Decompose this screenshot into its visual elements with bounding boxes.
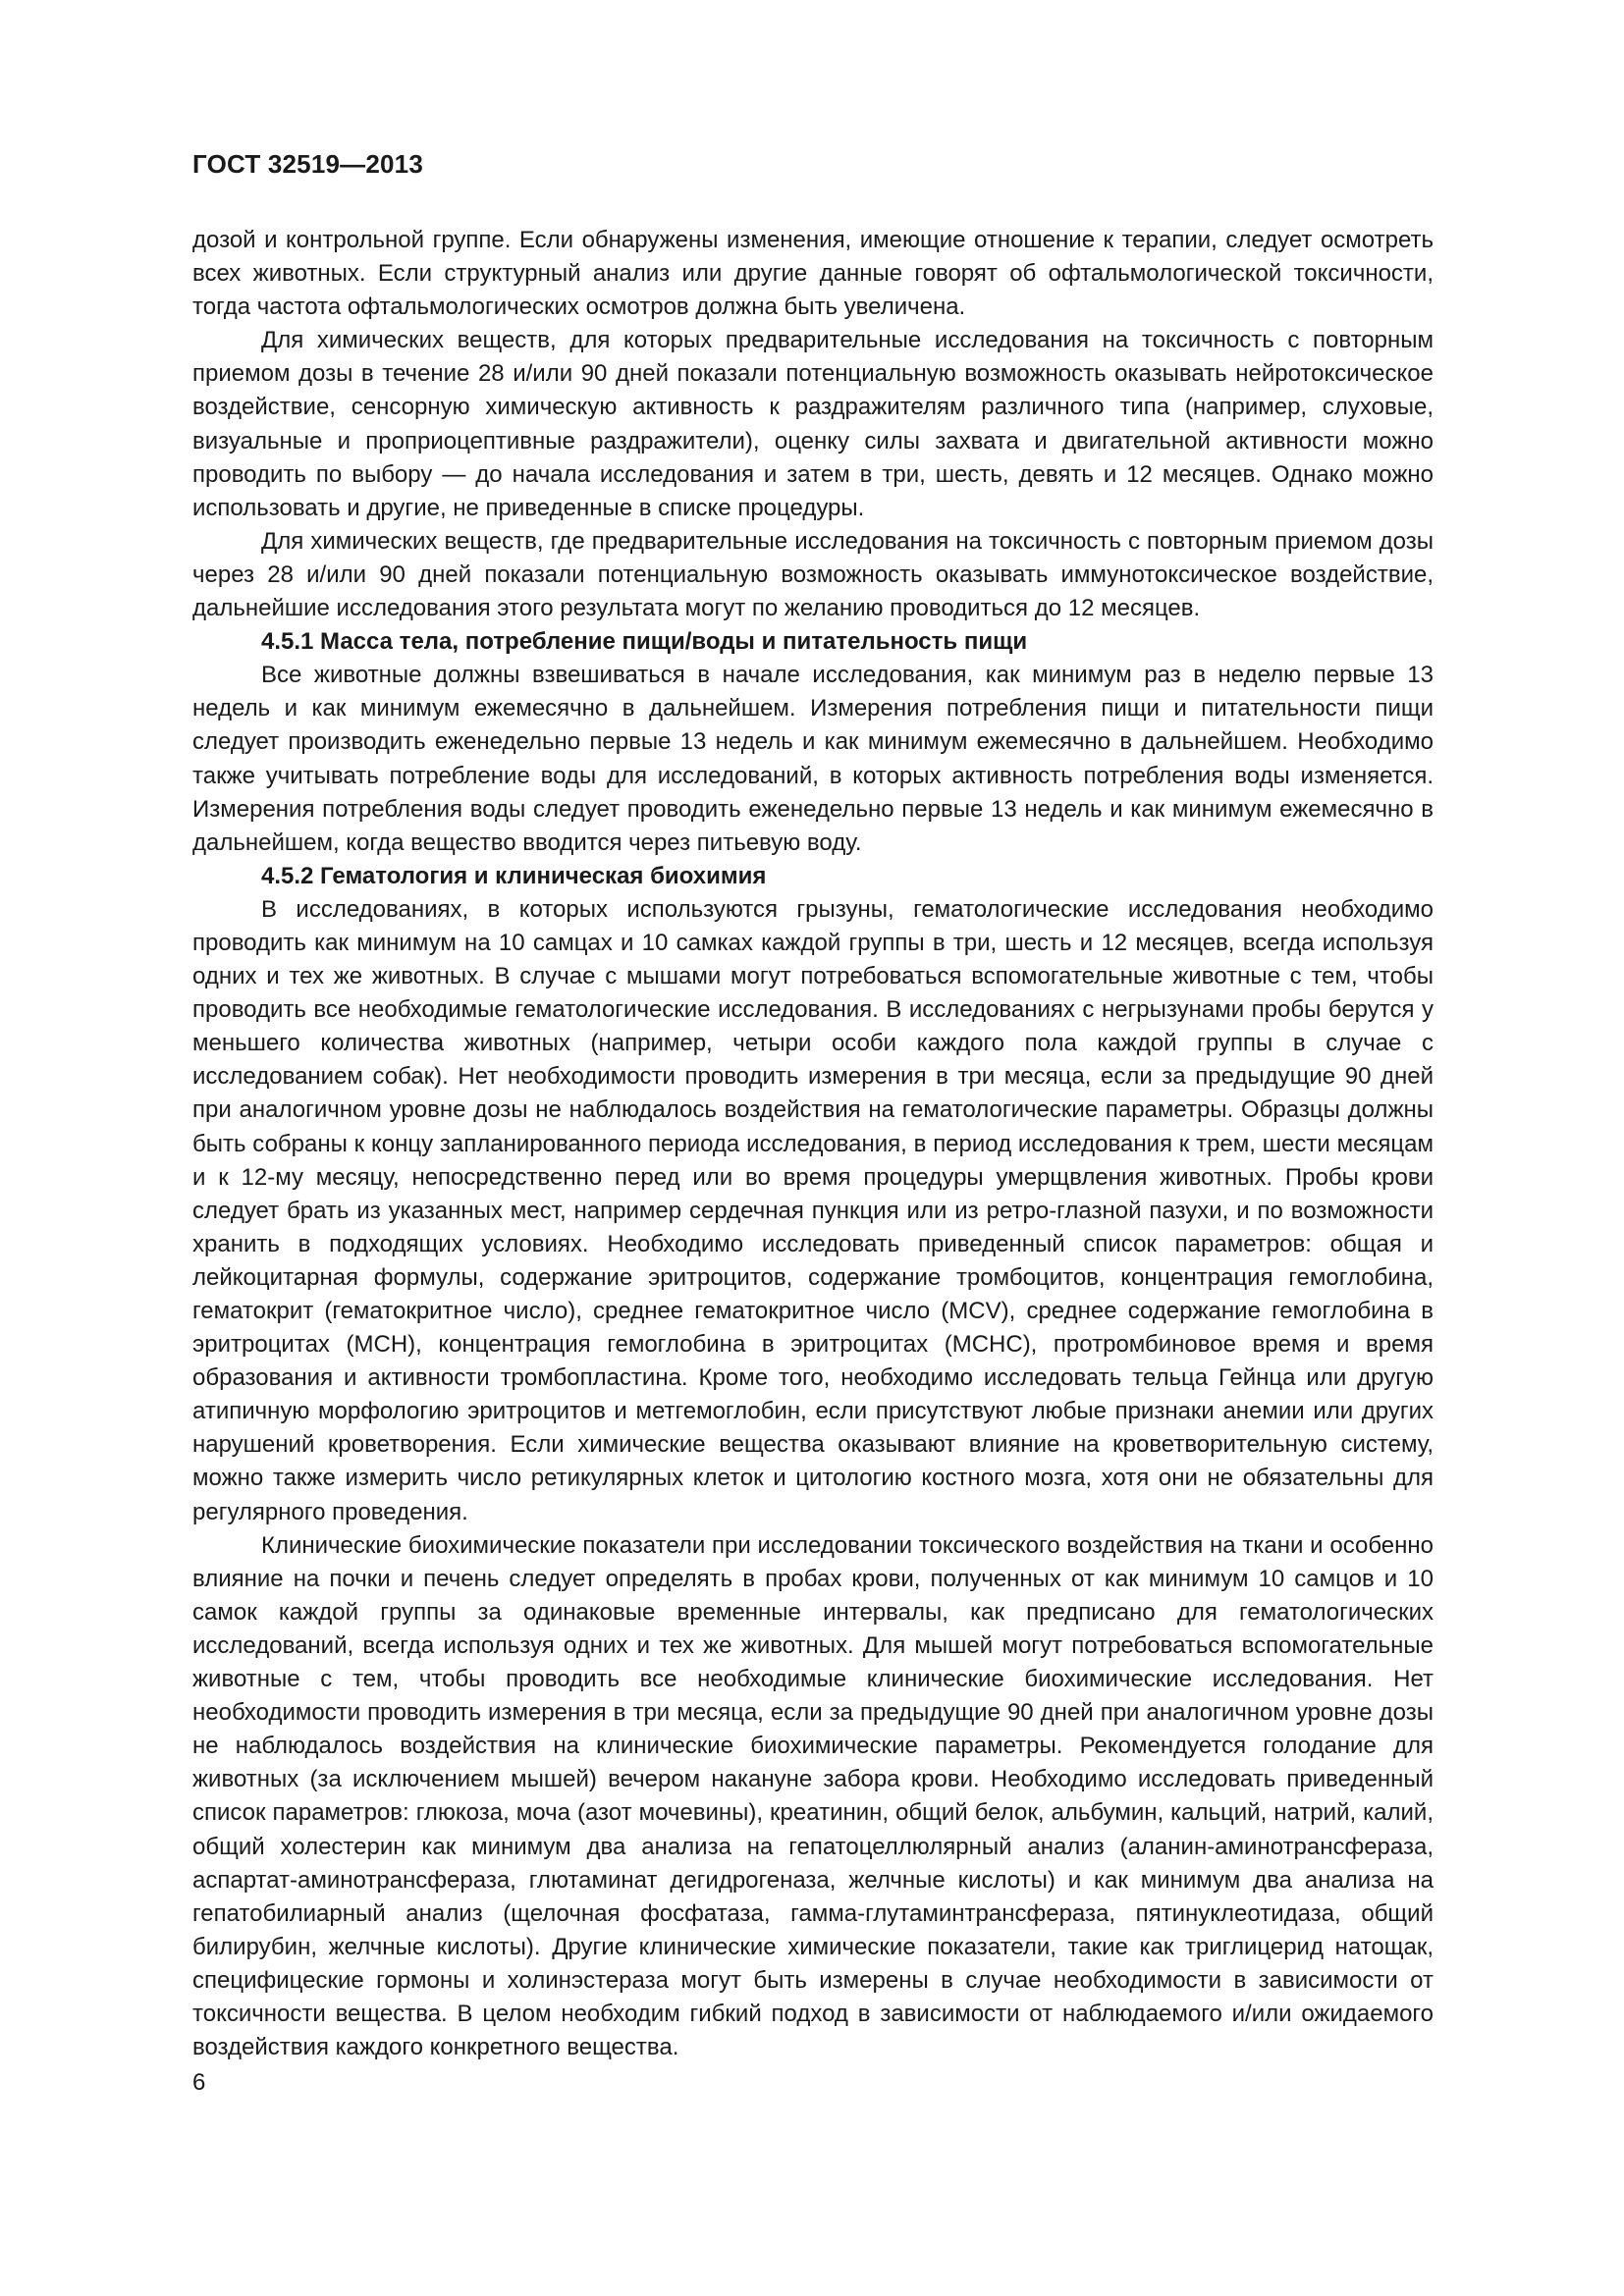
page-number: 6 bbox=[192, 2069, 206, 2096]
paragraph-body-weight: Все животные должны взвешиваться в начале исследования, как минимум раз в неделю первые 13 недель и как минимум ежемесячно в дальнейшем. Измерения потребления пищи и питательности пищи следует производить еженедельно первые 13 недель и как минимум ежемесячно в дальнейшем. Необходимо также учитывать потребление воды для исследований, в которых активность потребления воды изменяется. Измерения потребления воды следует проводить еженедельно первые 13 недель и как минимум ежемесячно в дальнейшем, когда вещество вводится через питьевую воду. bbox=[192, 662, 1434, 856]
paragraph-clinical-biochemistry: Клинические биохимические показатели при исследовании токсического воздействия на ткани и особенно влияние на почки и печень следует определять в пробах крови, полученных от как минимум 10 самцов и 10 самок каждой группы за одинаковые временные интервалы, как предписано для гематологических исследований, всегда используя одних и тех же животных. Для мышей могут потребоваться вспомогательные животные с тем, чтобы проводить все необходимые клинические биохимические исследования. Нет необходимости проводить измерения в три месяца, если за предыдущие 90 дней при аналогичном уровне дозы не наблюдалось воздействия на клинические биохимические параметры. Рекомендуется голодание для животных (за исключением мышей) вечером накануне забора крови. Необходимо исследовать приведенный список параметров: глюкоза, моча (азот мочевины), креатинин, общий белок, альбумин, кальций, натрий, калий, общий холестерин как минимум два анализа на гепатоцеллюлярный анализ (аланин-аминотрансфераза, аспартат-аминотрансфераза, глютаминат дегидрогеназа, желчные кислоты) и как минимум два анализа на гепатобилиарный анализ (щелочная фосфатаза, гамма-глутаминтрансфераза, пятинуклеотидаза, общий билирубин, желчные кислоты). Другие клинические химические показатели, такие как триглицерид натощак, специфицеские гормоны и холинэстераза могут быть измерены в случае необходимости в зависимости от токсичности вещества. В целом необходим гибкий подход в зависимости от наблюдаемого и/или ожидаемого воздействия каждого конкретного вещества. bbox=[192, 1531, 1434, 2061]
document-body bbox=[192, 224, 1434, 2064]
section-heading-4-5-1: 4.5.1 Масса тела, потребление пищи/воды и питательность пищи bbox=[261, 628, 1028, 656]
document-header: ГОСТ 32519—2013 bbox=[192, 149, 423, 179]
paragraph-continuation: дозой и контрольной группе. Если обнаружены изменения, имеющие отношение к терапии, следует осмотреть всех животных. Если структурный анализ или другие данные говорят об офтальмологической токсичности, тогда частота офтальмологических осмотров должна быть увеличена. bbox=[192, 227, 1434, 321]
paragraph-hematology: В исследованиях, в которых используются грызуны, гематологические исследования необходимо проводить как минимум на 10 самцах и 10 самках каждой группы в три, шесть и 12 месяцев, всегда используя одних и тех же животных. В случае с мышами могут потребоваться вспомогательные животные с тем, чтобы проводить все необходимые гематологические исследования. В исследованиях с негрызунами пробы берутся у меньшего количества животных (например, четыри особи каждого пола каждой группы в случае с исследованием собак). Нет необходимости проводить измерения в три месяца, если за предыдущие 90 дней при аналогичном уровне дозы не наблюдалось воздействия на гематологические параметры. Образцы должны быть собраны к концу запланированного периода исследования, в период исследования к трем, шести месяцам и к 12-му месяцу, непосредственно перед или во время процедуры умерщвления животных. Пробы крови следует брать из указанных мест, например сердечная пункция или из ретро-глазной пазухи, и по возможности хранить в подходящих условиях. Необходимо исследовать приведенный список параметров: общая и лейкоцитарная формулы, содержание эритроцитов, содержание тромбоцитов, концентрация гемоглобина, гематокрит (гематокритное число), среднее гематокритное число (MCV), среднее содержание гемоглобина в эритроцитах (MCH), концентрация гемоглобина в эритроцитах (MCHC), протромбиновое время и время образования и активности тромбопластина. Кроме того, необходимо исследовать тельца Гейнца или другую атипичную морфологию эритроцитов и метгемоглобин, если присутствуют любые признаки анемии или других нарушений кроветворения. Если химические вещества оказывают влияние на кроветворительную систему, можно также измерить число ретикулярных клеток и цитологию костного мозга, хотя они не обязательны для регулярного проведения. bbox=[192, 895, 1434, 1525]
paragraph-immunotoxicity: Для химических веществ, где предварительные исследования на токсичность с повторным приемом дозы через 28 и/или 90 дней показали потенциальную возможность оказывать иммунотоксическое воздействие, дальнейшие исследования этого результата могут по желанию проводиться до 12 месяцев. bbox=[192, 527, 1434, 622]
section-heading-4-5-2: 4.5.2 Гематология и клиническая биохимия bbox=[261, 862, 767, 889]
paragraph-neurotoxicity: Для химических веществ, для которых предварительные исследования на токсичность с повторным приемом дозы в течение 28 и/или 90 дней показали потенциальную возможность оказывать нейротоксическое воздействие, сенсорную химическую активность к раздражителям различного типа (например, слуховые, визуальные и проприоцептивные раздражители), оценку силы захвата и двигательной активности можно проводить по выбору — до начала исследования и затем в три, шесть, девять и 12 месяцев. Однако можно использовать и другие, не приведенные в списке процедуры. bbox=[192, 327, 1434, 521]
